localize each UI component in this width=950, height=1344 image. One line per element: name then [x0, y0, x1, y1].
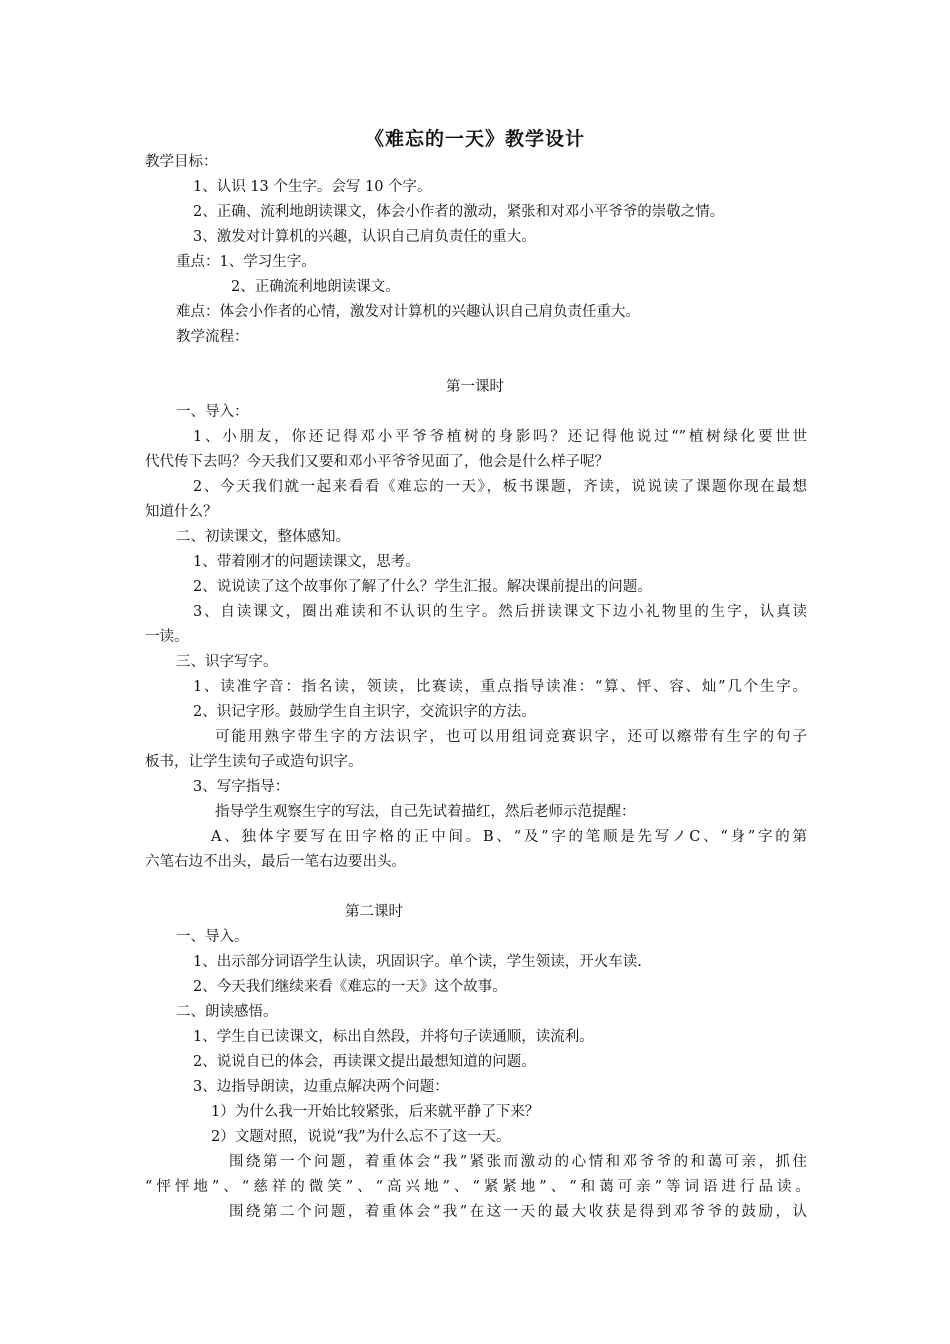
document-title: 《难忘的一天》教学设计	[364, 128, 585, 150]
paragraph-line: 一读。	[145, 629, 189, 645]
list-item: 2、今天我们继续来看《难忘的一天》这个故事。	[193, 979, 507, 995]
section-heading: 二、朗读感悟。	[176, 1004, 278, 1020]
paragraph-line: 围绕第一个问题，着重体会“我”紧张而激动的心情和邓爷爷的和蔼可亲，抓住	[229, 1154, 807, 1170]
paragraph-line: 指导学生观察生字的写法，自己先试着描红，然后老师示范提醒：	[215, 804, 636, 820]
question-item: 1）为什么我一开始比较紧张，后来就平静了下来？	[211, 1104, 540, 1120]
section-heading: 二、初读课文，整体感知。	[176, 529, 350, 545]
section-heading: 三、识字写字。	[176, 654, 278, 670]
paragraph-line: 代代传下去吗？今天我们又要和邓小平爷爷见面了，他会是什么样子呢？	[145, 454, 609, 470]
list-item: 2、识记字形。鼓励学生自主识字，交流识字的方法。	[193, 704, 536, 720]
process-heading: 教学流程：	[176, 329, 249, 345]
paragraph-line: 围绕第二个问题，着重体会“我”在这一天的最大收获是得到邓爷爷的鼓励，认	[229, 1204, 807, 1220]
paragraph-line: 1、小朋友，你还记得邓小平爷爷植树的身影吗？还记得他说过“”植树绿化要世世	[193, 429, 807, 445]
objective-item: 2、正确、流利地朗读课文，体会小作者的激动，紧张和对邓小平爷爷的崇敬之情。	[193, 204, 725, 220]
lesson-1-heading: 第一课时	[446, 379, 504, 395]
list-item: 1、读准字音：指名读，领读，比赛读，重点指导读准：“算、怦、容、灿”几个生字。	[193, 679, 807, 695]
paragraph-line: 知道什么？	[145, 504, 218, 520]
key-point: 2、正确流利地朗读课文。	[231, 279, 400, 295]
paragraph-line: A、独体字要写在田字格的正中间。B、“及”字的笔顺是先写ノC、“身”字的第	[211, 829, 807, 845]
question-item: 2）文题对照，说说“我”为什么忘不了这一天。	[211, 1129, 511, 1145]
paragraph-line: “怦怦地”、“慈祥的微笑”、“高兴地”、“紧紧地”、“和蔼可亲”等词语进行品读。	[145, 1179, 810, 1195]
paragraph-line: 板书，让学生读句子或造句识字。	[145, 754, 363, 770]
lesson-2-heading: 第二课时	[345, 904, 403, 920]
list-item: 1、带着刚才的问题读课文，思考。	[193, 554, 420, 570]
difficulty: 难点：体会小作者的心情，激发对计算机的兴趣认识自己肩负责任重大。	[176, 304, 640, 320]
key-point: 重点：1、学习生字。	[176, 254, 316, 270]
section-heading: 一、导入：	[176, 404, 249, 420]
section-heading: 一、导入。	[176, 929, 249, 945]
paragraph-line: 六笔右边不出头，最后一笔右边要出头。	[145, 854, 406, 870]
list-item: 3、写字指导：	[193, 779, 290, 795]
list-item: 2、说说自已的体会，再读课文提出最想知道的问题。	[193, 1054, 536, 1070]
list-item: 3、边指导朗读，边重点解决两个问题：	[193, 1079, 449, 1095]
objective-item: 1、认识 13 个生字。会写 10 个字。	[193, 179, 432, 195]
list-item: 1、出示部分词语学生认读，巩固识字。单个读，学生领读，开火车读.	[193, 954, 642, 970]
paragraph-line: 3、自读课文，圈出难读和不认识的生字。然后拼读课文下边小礼物里的生字，认真读	[193, 604, 807, 620]
objective-item: 3、激发对计算机的兴趣，认识自己肩负责任的重大。	[193, 229, 536, 245]
paragraph-line: 2、今天我们就一起来看看《难忘的一天》，板书课题，齐读，说说读了课题你现在最想	[193, 479, 807, 495]
objectives-heading: 教学目标：	[145, 154, 218, 170]
list-item: 1、学生自已读课文，标出自然段，并将句子读通顺，读流利。	[193, 1029, 594, 1045]
list-item: 2、说说读了这个故事你了解了什么？学生汇报。解决课前提出的问题。	[193, 579, 652, 595]
paragraph-line: 可能用熟字带生字的方法识字，也可以用组词竞赛识字，还可以瘵带有生字的句子	[215, 729, 807, 745]
